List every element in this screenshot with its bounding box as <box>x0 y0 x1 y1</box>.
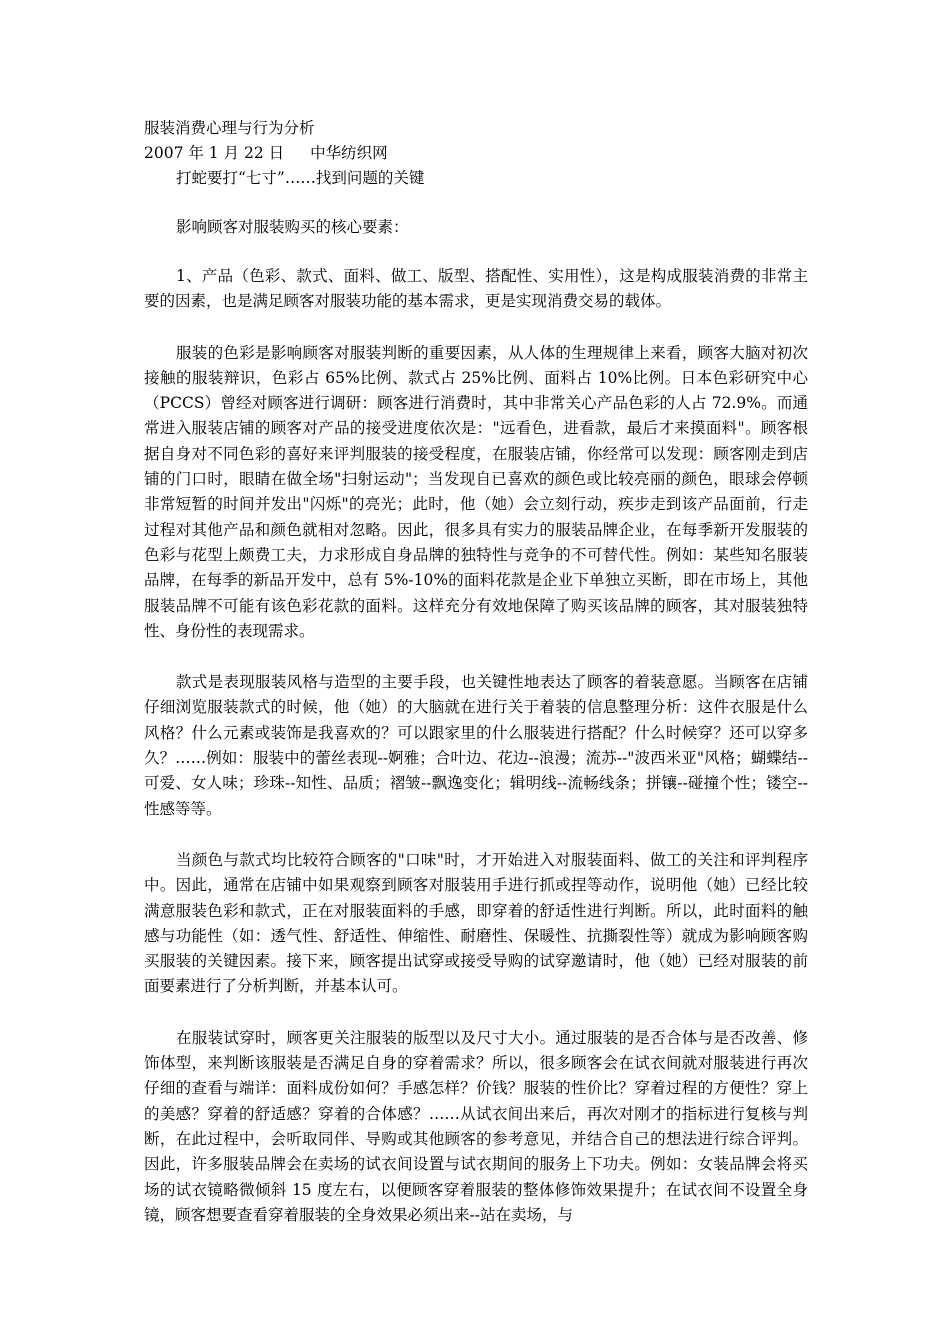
paragraph-fabric: 当颜色与款式均比较符合顾客的"口味"时，才开始进入对服装面料、做工的关注和评判程序中。因此，通常在店铺中如果观察到顾客对服装用手进行抓或捏等动作，说明他（她）已经比较满意服装色彩和款式，正在对服装面料的手感，即穿着的舒适性进行判断。所以，此时面料的触感与功能性（如：透气性、舒适性、伸缩性、耐磨性、保暖性、抗撕裂性等）就成为影响顾客购买服装的关键因素。接下来，顾客提出试穿或接受导购的试穿邀请时，他（她）已经对服装的前面要素进行了分析判断，并基本认可。 <box>144 850 808 996</box>
paragraph-color: 服装的色彩是影响顾客对服装判断的重要因素，从人体的生理规律上来看，顾客大脑对初次接触的服装辩识，色彩占 65%比例、款式占 25%比例、面料占 10%比例。日本色彩研究中心（PCCS）曾经对顾客进行调研：顾客进行消费时，其中非常关心产品色彩的人占 72.9%。而通常进入服装店铺的顾客对产品的接受进度依次是："远看色，进看款，最后才来摸面料"。顾客根据自身对不同色彩的喜好来评判服装的接受程度，在服装店铺，你经常可以发现：顾客刚走到店铺的门口时，眼睛在做全场"扫射运动"；当发现自已喜欢的颜色或比较亮丽的颜色，眼球会停顿非常短暂的时间并发出"闪烁"的亮光；此时，他（她）会立刻行动，疾步走到该产品面前，行走过程对其他产品和颜色就相对忽略。因此，很多具有实力的服装品牌企业，在每季新开发服装的色彩与花型上颇费工夫，力求形成自身品牌的独特性与竞争的不可替代性。例如：某些知名服装品牌，在每季的新品开发中，总有 5%-10%的面料花款是企业下单独立买断，即在市场上，其他服装品牌不可能有该色彩花款的面料。这样充分有效地保障了购买该品牌的顾客，其对服装独特性、身份性的表现需求。 <box>144 343 808 640</box>
intro-heading: 影响顾客对服装购买的核心要素： <box>176 218 409 236</box>
publish-date: 2007 年 1 月 22 日 <box>144 144 285 162</box>
paragraph-product: 1、产品（色彩、款式、面料、做工、版型、搭配性、实用性），这是构成服装消费的非常主要的因素，也是满足顾客对服装功能的基本需求，更是实现消费交易的载体。 <box>144 267 808 311</box>
document-title: 服装消费心理与行为分析 <box>144 119 315 137</box>
paragraph-style: 款式是表现服装风格与造型的主要手段，也关键性地表达了顾客的着装意愿。当顾客在店铺仔细浏览服装款式的时候，他（她）的大脑就在进行关于着装的信息整理分析：这件衣服是什么风格？什么元素或装饰是我喜欢的？可以跟家里的什么服装进行搭配？什么时候穿？还可以穿多久？……例如：服装中的蕾丝表现--婀雅；合叶边、花边--浪漫；流苏--"波西米亚"风格；蝴蝶结--可爱、女人味；珍珠--知性、品质；褶皱--飘逸变化；辑明线--流畅线条；拼镶--碰撞个性；镂空--性感等等。 <box>144 673 808 818</box>
publish-source: 中华纺织网 <box>310 144 388 162</box>
paragraph-fitting: 在服装试穿时，顾客更关注服装的版型以及尺寸大小。通过服装的是否合体与是否改善、修饰体型，来判断该服装是否满足自身的穿着需求？所以，很多顾客会在试衣间就对服装进行再次仔细的查看与端详：面料成份如何？手感怎样？价钱？服装的性价比？穿着过程的方便性？穿上的美感？穿着的舒适感？穿着的合体感？……从试衣间出来后，再次对刚才的指标进行复核与判断，在此过程中，会听取同伴、导购或其他顾客的参考意见，并结合自己的想法进行综合评判。因此，许多服装品牌会在卖场的试衣间设置与试衣期间的服务上下功夫。例如：女装品牌会将买场的试衣镜略微倾斜 15 度左右，以便顾客穿着服装的整体修饰效果提升；在试衣间不设置全身镜，顾客想要查看穿着服装的全身效果必须出来--站在卖场，与 <box>144 1028 808 1224</box>
document-subtitle: 打蛇要打“七寸”……找到问题的关键 <box>176 169 425 187</box>
date-source-line <box>144 141 808 166</box>
document-page <box>144 116 808 1228</box>
